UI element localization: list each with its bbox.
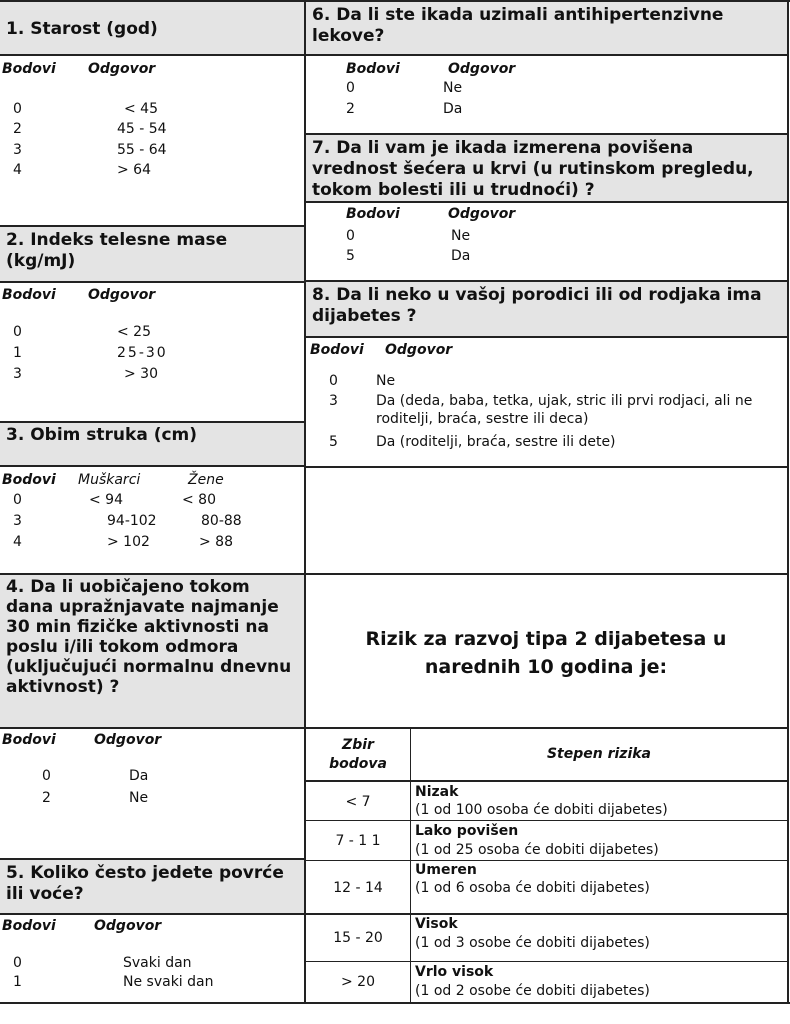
q8-row-points: 0 bbox=[329, 373, 338, 389]
q6-points-header: Bodovi bbox=[346, 61, 400, 77]
q5-row-points: 0 bbox=[13, 955, 22, 971]
q8-row-points: 3 bbox=[329, 393, 338, 409]
q5-row-points: 1 bbox=[13, 974, 22, 990]
q3-row-points: 4 bbox=[13, 534, 22, 550]
q5-row-answer: Ne svaki dan bbox=[123, 974, 214, 990]
risk-row-range: 7 - 1 1 bbox=[335, 833, 381, 849]
risk-row-range: < 7 bbox=[345, 794, 371, 810]
risk-row-level: Vrlo visok bbox=[415, 964, 494, 980]
q4-header bbox=[0, 575, 304, 727]
q3-row-men: 94-102 bbox=[107, 513, 157, 529]
q2-row-points: 3 bbox=[13, 366, 22, 382]
q1-row-points: 0 bbox=[13, 101, 22, 117]
risk-row-level: Nizak bbox=[415, 784, 459, 800]
q3-row-points: 0 bbox=[13, 492, 22, 508]
q3-row-women: < 80 bbox=[182, 492, 216, 508]
q3-row-men: < 94 bbox=[89, 492, 123, 508]
q2-row-points: 1 bbox=[13, 345, 22, 361]
q6-row-points: 0 bbox=[346, 80, 355, 96]
risk-row-line bbox=[306, 913, 787, 915]
q1-points-header: Bodovi bbox=[2, 61, 56, 77]
risk-row-range: > 20 bbox=[341, 974, 375, 990]
q6-header bbox=[306, 2, 787, 55]
q4-answer-header: Odgovor bbox=[94, 732, 162, 748]
q1-row-answer: 45 - 54 bbox=[117, 121, 167, 137]
q8-bottom-line bbox=[306, 466, 787, 468]
q6-header-line bbox=[306, 54, 787, 56]
risk-row-desc: (1 od 3 osobe će dobiti dijabetes) bbox=[415, 935, 650, 951]
outer-bottom-line bbox=[0, 1002, 790, 1004]
q8-answer-header: Odgovor bbox=[385, 342, 453, 358]
q3-title: 3. Obim struka (cm) bbox=[6, 425, 198, 445]
q8-header-line bbox=[306, 336, 787, 338]
risk-row-range: 15 - 20 bbox=[333, 930, 383, 946]
q3-row-men: > 102 bbox=[107, 534, 150, 550]
q1-row-answer: > 64 bbox=[117, 162, 151, 178]
risk-row-desc: (1 od 25 osoba će dobiti dijabetes) bbox=[415, 842, 659, 858]
q3-row-women: > 88 bbox=[199, 534, 233, 550]
risk-row-desc: (1 od 100 osoba će dobiti dijabetes) bbox=[415, 802, 668, 818]
q2-row-answer: < 25 bbox=[117, 324, 151, 340]
q7-row-answer: Da bbox=[451, 248, 471, 264]
q8-row-answer: Da (deda, baba, tetka, ujak, stric ili prvi rodjaci, ali ne roditelji, braća, sestre ili deca) bbox=[376, 393, 753, 427]
q1-row-answer: 55 - 64 bbox=[117, 142, 167, 158]
q1-title: 1. Starost (god) bbox=[6, 19, 158, 39]
q7-row-answer: Ne bbox=[451, 228, 471, 244]
q8-row-answer: Ne bbox=[376, 373, 396, 389]
q2-row-answer: > 30 bbox=[124, 366, 158, 382]
risk-row-line bbox=[306, 860, 787, 861]
q1-row-answer: < 45 bbox=[124, 101, 158, 117]
q7-answer-header: Odgovor bbox=[448, 206, 516, 222]
q6-row-answer: Da bbox=[443, 101, 463, 117]
risk-row-level: Lako povišen bbox=[415, 823, 519, 839]
q4-points-header: Bodovi bbox=[2, 732, 56, 748]
q4-row-points: 0 bbox=[42, 768, 51, 784]
q3-row-points: 3 bbox=[13, 513, 22, 529]
q4-header-line bbox=[0, 727, 304, 729]
q5-header-line bbox=[0, 913, 304, 915]
q2-row-points: 0 bbox=[13, 324, 22, 340]
q7-header-line bbox=[306, 201, 787, 203]
q4-row-answer: Da bbox=[129, 768, 149, 784]
q1-row-points: 4 bbox=[13, 162, 22, 178]
risk-col-level-header: Stepen rizika bbox=[546, 746, 652, 762]
q5-header bbox=[0, 860, 304, 913]
outer-right-line bbox=[787, 0, 789, 1004]
q2-row-answer: 25-30 bbox=[117, 345, 168, 361]
risk-row-range: 12 - 14 bbox=[333, 880, 383, 896]
q1-answer-header: Odgovor bbox=[88, 61, 156, 77]
risk-table-top-line bbox=[306, 727, 787, 729]
q1-header-line bbox=[0, 54, 304, 56]
q6-row-answer: Ne bbox=[443, 80, 463, 96]
risk-heading: Rizik za razvoj tipa 2 dijabetesa u narednih 10 godina je: bbox=[365, 628, 727, 678]
q5-row-answer: Svaki dan bbox=[123, 955, 192, 971]
q3-points-header: Bodovi bbox=[2, 472, 56, 488]
q3-header-line bbox=[0, 465, 304, 467]
q4-row-answer: Ne bbox=[129, 790, 149, 806]
q1-row-points: 3 bbox=[13, 142, 22, 158]
q2-header-line bbox=[0, 281, 304, 283]
q7-row-points: 5 bbox=[346, 248, 355, 264]
q5-answer-header: Odgovor bbox=[94, 918, 162, 934]
risk-top-line bbox=[306, 573, 787, 575]
q4-row-points: 2 bbox=[42, 790, 51, 806]
q6-row-points: 2 bbox=[346, 101, 355, 117]
q1-row-points: 2 bbox=[13, 121, 22, 137]
risk-row-level: Umeren bbox=[415, 862, 477, 878]
risk-row-desc: (1 od 2 osobe će dobiti dijabetes) bbox=[415, 983, 650, 999]
q5-points-header: Bodovi bbox=[2, 918, 56, 934]
q3-row-women: 80-88 bbox=[201, 513, 242, 529]
q8-title: 8. Da li neko u vašoj porodici ili od rodjaka ima dijabetes ? bbox=[312, 285, 762, 326]
q2-header bbox=[0, 227, 304, 281]
q8-row-points: 5 bbox=[329, 434, 338, 450]
q8-header bbox=[306, 282, 787, 336]
q8-points-header: Bodovi bbox=[310, 342, 364, 358]
q3-women-header: Žene bbox=[188, 472, 224, 488]
q8-row-answer: Da (roditelji, braća, sestre ili dete) bbox=[376, 434, 616, 450]
q7-header bbox=[306, 135, 787, 201]
q7-points-header: Bodovi bbox=[346, 206, 400, 222]
risk-row-desc: (1 od 6 osoba će dobiti dijabetes) bbox=[415, 880, 650, 896]
risk-table-col-line bbox=[410, 727, 411, 1004]
q4-title: 4. Da li uobičajeno tokom dana upražnjavate najmanje 30 min fizičke aktivnosti na poslu i/ili tokom odmora (uključujući normalnu dnevnu aktivnost) ? bbox=[6, 577, 292, 697]
risk-row-line bbox=[306, 961, 787, 962]
q2-title: 2. Indeks telesne mase (kg/mJ) bbox=[6, 230, 228, 271]
q3-header bbox=[0, 423, 304, 465]
q6-answer-header: Odgovor bbox=[448, 61, 516, 77]
q2-answer-header: Odgovor bbox=[88, 287, 156, 303]
risk-col-sum-header: Zbir bodova bbox=[329, 737, 387, 772]
q7-title: 7. Da li vam je ikada izmerena povišena vrednost šećera u krvi (u rutinskom pregledu, tokom bolesti ili u trudnoći) ? bbox=[312, 138, 754, 200]
q1-header bbox=[0, 2, 304, 55]
risk-table-header-line bbox=[306, 780, 787, 782]
q5-title: 5. Koliko često jedete povrće ili voće? bbox=[6, 863, 284, 904]
q3-men-header: Muškarci bbox=[78, 472, 141, 488]
risk-row-level: Visok bbox=[415, 916, 458, 932]
risk-row-line bbox=[306, 820, 787, 821]
q7-row-points: 0 bbox=[346, 228, 355, 244]
q6-title: 6. Da li ste ikada uzimali antihipertenzivne lekove? bbox=[312, 5, 724, 46]
q2-points-header: Bodovi bbox=[2, 287, 56, 303]
